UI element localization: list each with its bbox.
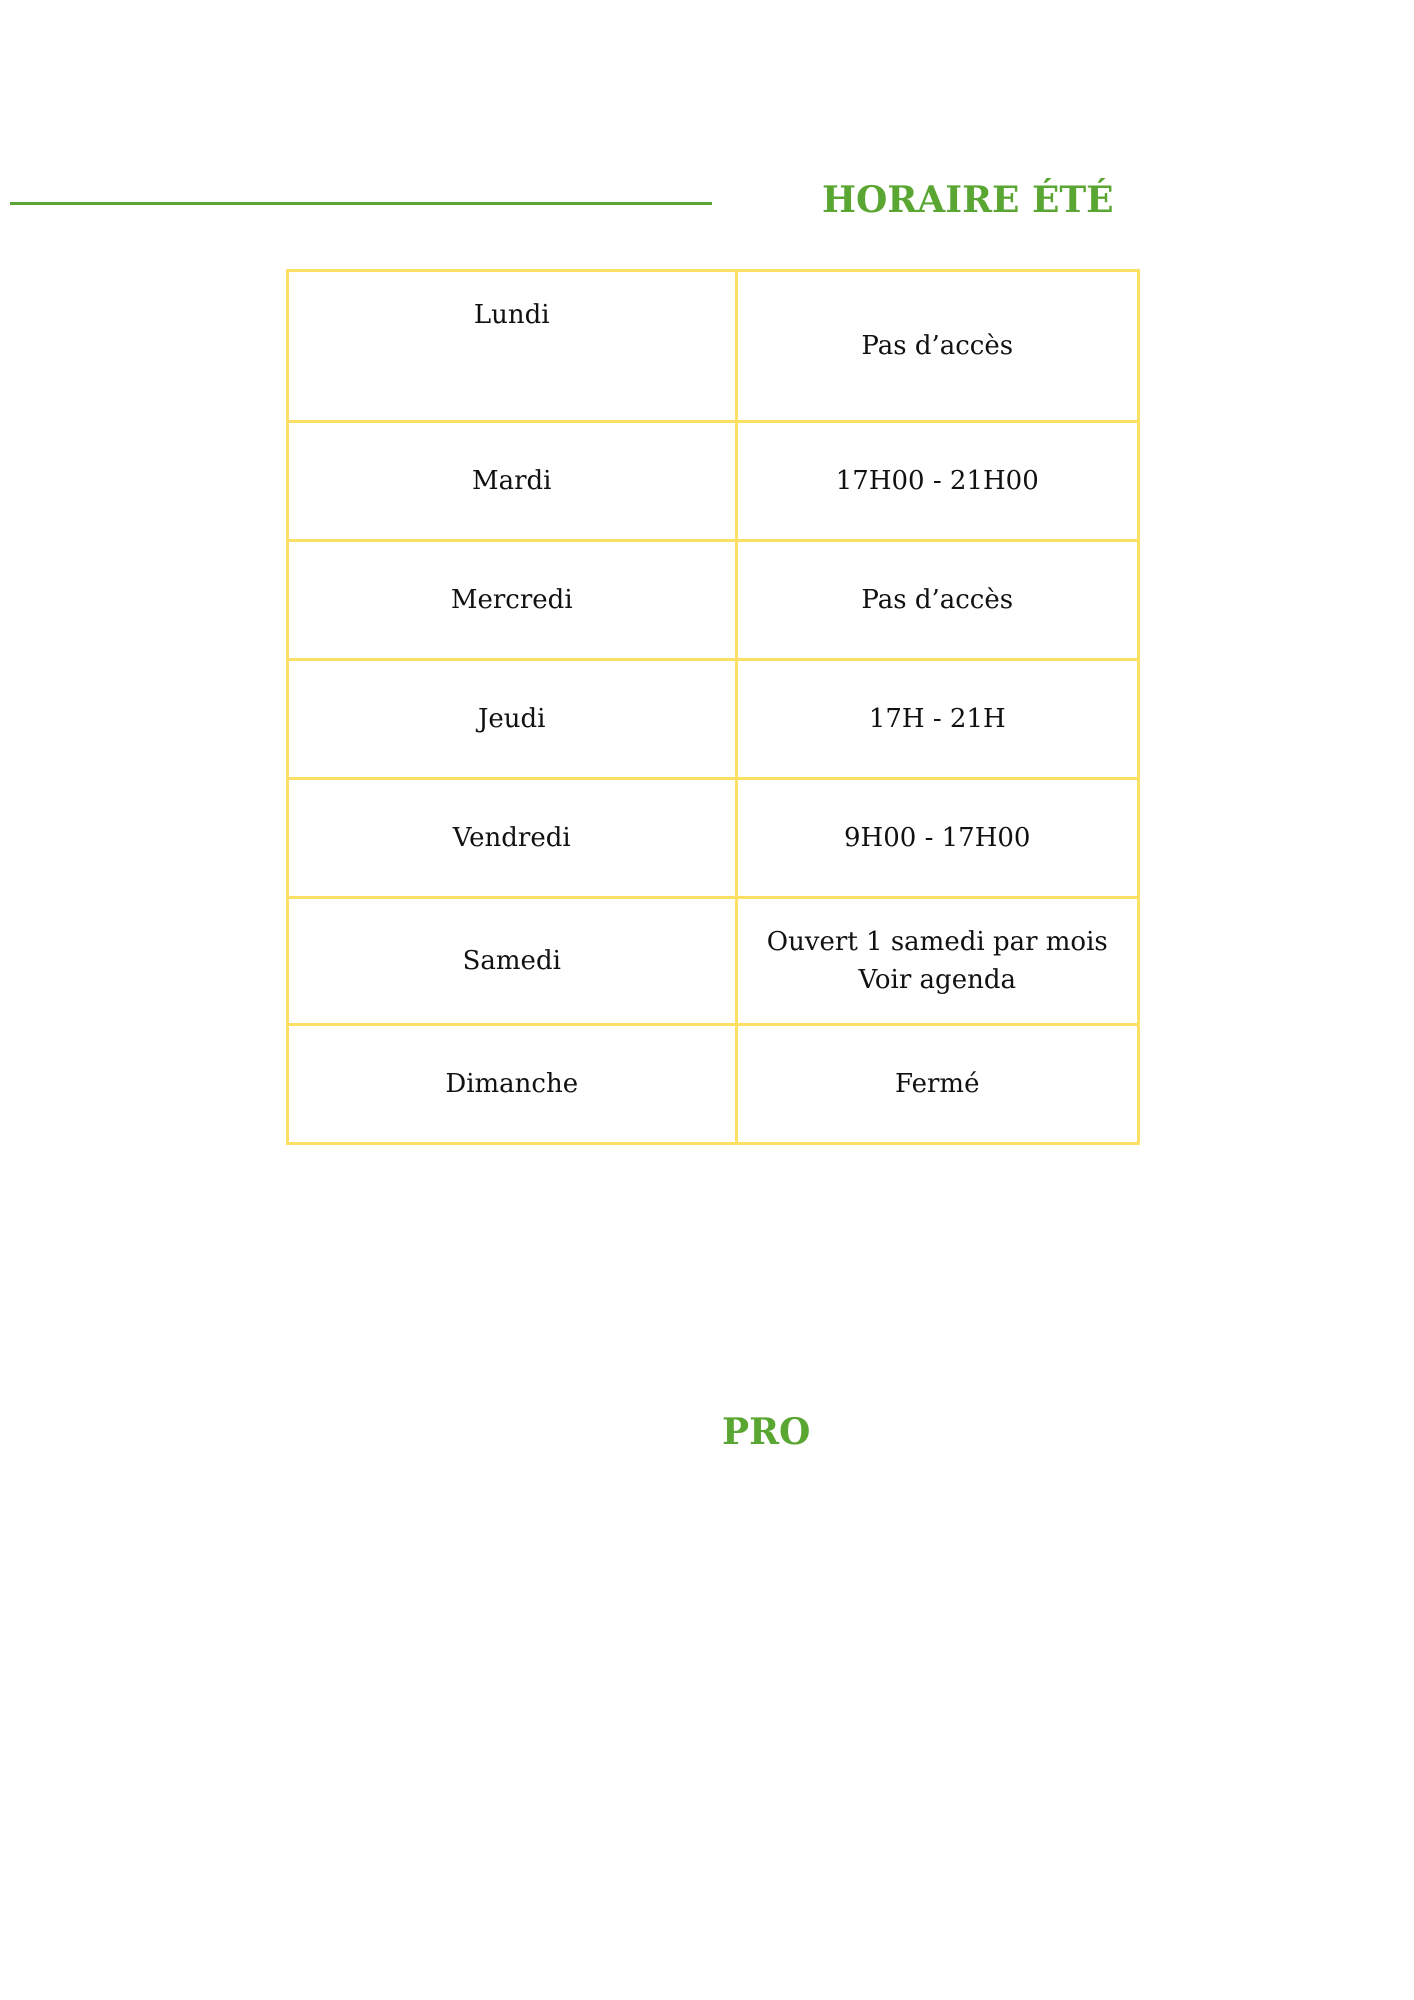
hours-text: Pas d’accès: [861, 331, 1014, 361]
table-row-tuesday: [288, 422, 1139, 541]
hours-cell: [736, 898, 1139, 1025]
day-cell: Jeudi: [288, 660, 737, 779]
pro-section-title: PRO: [722, 1411, 811, 1453]
day-cell: Mercredi: [288, 541, 737, 660]
table-row-sunday: [288, 1025, 1139, 1144]
hours-text: 17H - 21H: [868, 704, 1006, 734]
table-row-saturday: [288, 898, 1139, 1025]
hours-cell: [736, 271, 1139, 422]
section-divider-line: [10, 202, 712, 205]
hours-text: 9H00 - 17H00: [844, 823, 1031, 853]
hours-cell: [736, 422, 1139, 541]
hours-text: Fermé: [895, 1069, 980, 1099]
table-row-thursday: [288, 660, 1139, 779]
table-row-wednesday: [288, 541, 1139, 660]
day-cell: Samedi: [288, 898, 737, 1025]
day-cell: Lundi: [288, 271, 737, 422]
day-cell: Vendredi: [288, 779, 737, 898]
day-cell: Dimanche: [288, 1025, 737, 1144]
summer-schedule-title: HORAIRE ÉTÉ: [822, 179, 1114, 221]
hours-text: Ouvert 1 samedi par mois: [766, 927, 1108, 957]
hours-note: Voir agenda: [858, 965, 1016, 995]
hours-text: Pas d’accès: [861, 585, 1014, 615]
day-cell: Mardi: [288, 422, 737, 541]
hours-cell: [736, 779, 1139, 898]
hours-cell: [736, 660, 1139, 779]
hours-cell: [736, 541, 1139, 660]
opening-hours-table: [286, 269, 1140, 1145]
table-row-friday: [288, 779, 1139, 898]
hours-cell: [736, 1025, 1139, 1144]
hours-text: 17H00 - 21H00: [835, 466, 1039, 496]
table-row-monday: [288, 271, 1139, 422]
